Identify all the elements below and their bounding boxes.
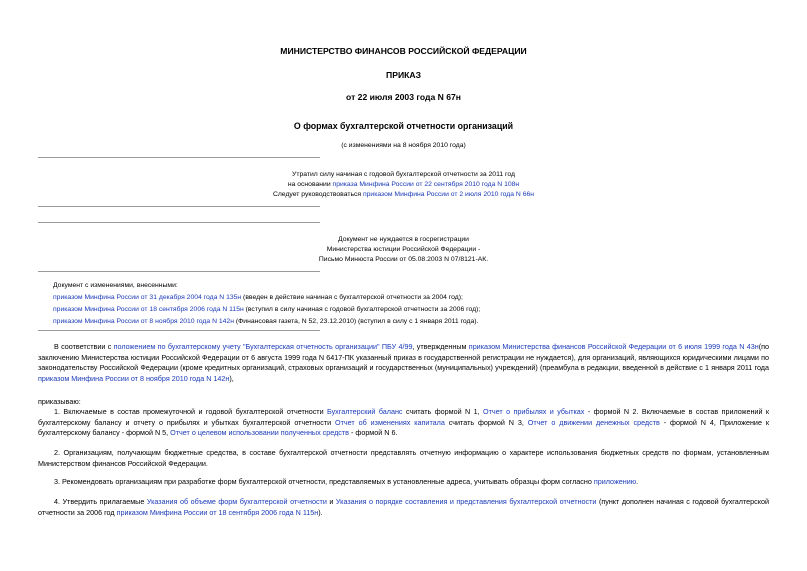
- procedure-instructions-link[interactable]: Указания о порядке составления и представления бухгалтерской отчетности: [335, 497, 597, 506]
- status-lost-force: Утратил силу начиная с годовой бухгалтерской отчетности за 2011 год: [292, 171, 515, 178]
- item-3-paragraph: [38, 477, 769, 488]
- amendment-note-2: (вступил в силу начиная с годовой бухгалтерской отчетности за 2006 год);: [243, 306, 481, 313]
- item-1-text-5: - формой N 4, Приложение к бухгалтерскому балансу - формой N 5,: [38, 417, 769, 437]
- item-1-text-4: считать формой N 3,: [444, 417, 528, 427]
- amendment-note-3: (Финансовая газета, N 52, 23.12.2010) (вступил в силу с 1 января 2011 года).: [233, 318, 479, 325]
- item-4-text-1: 4. Утвердить прилагаемые: [54, 497, 147, 506]
- ministry-heading: МИНИСТЕРСТВО ФИНАНСОВ РОССИЙСКОЙ ФЕДЕРАЦИИ: [280, 46, 527, 56]
- registration-line-2: Министерства юстиции Российской Федерации -: [326, 246, 481, 253]
- volume-instructions-link[interactable]: Указания об объеме форм бухгалтерской отчетности: [146, 497, 327, 506]
- item-4-text-2: и: [326, 497, 336, 506]
- divider: [38, 222, 320, 223]
- list-item: [53, 317, 478, 326]
- item-1-text-1: 1. Включаемые в состав промежуточной и годовой бухгалтерской отчетности: [54, 407, 328, 416]
- follow-order-link[interactable]: приказом Минфина России от 2 июля 2010 года N 66н: [362, 191, 535, 198]
- capital-changes-link[interactable]: Отчет об изменениях капитала: [335, 417, 445, 427]
- amendment-link-1[interactable]: приказом Минфина России от 31 декабря 2004 года N 135н: [53, 294, 242, 301]
- order-115n-link[interactable]: приказом Минфина России от 18 сентября 2006 года N 115н: [116, 507, 319, 517]
- item-3-text-1: 3. Рекомендовать организациям при разработке форм бухгалтерской отчетности, представляемых в установленные адреса, учитывать образцы форм согласно: [54, 477, 594, 486]
- status-follow-text: Следует руководствоваться: [272, 191, 363, 198]
- item-1-text-3: - формой N 2. Включаемые в состав приложений к бухгалтерскому балансу и отчету о прибылях и убытках бухгалтерской отчетности: [38, 407, 770, 427]
- preamble-paragraph: [38, 342, 769, 384]
- date-line: от 22 июля 2003 года N 67н: [346, 92, 461, 102]
- changes-note: (с изменениями на 8 ноября 2010 года): [341, 142, 466, 149]
- item-4-text-3: (пункт дополнен начиная с годовой бухгалтерской отчетности за 2006 год: [38, 497, 769, 517]
- status-follow: [0, 191, 807, 198]
- preamble-text-2: , утвержденным: [412, 342, 469, 351]
- order-word: приказываю:: [38, 397, 81, 406]
- registration-line-3: Письмо Минюста России от 05.08.2003 N 07/8121-АК.: [318, 256, 489, 263]
- registration-line-1: Документ не нуждается в госрегистрации: [338, 236, 469, 243]
- pbu-link[interactable]: положением по бухгалтерскому учету "Бухгалтерская отчетность организации" ПБУ 4/99: [113, 342, 413, 351]
- amendment-link-3[interactable]: приказом Минфина России от 8 ноября 2010 года N 142н: [53, 318, 234, 325]
- amendment-note-1: (введен в действие начиная с бухгалтерской отчетности за 2004 год);: [241, 294, 463, 301]
- order-43n-link[interactable]: приказом Министерства финансов Российской Федерации от 6 июля 1999 года N 43н: [468, 342, 759, 351]
- divider: [38, 330, 320, 331]
- doc-type-heading: ПРИКАЗ: [386, 70, 421, 80]
- item-1-text-6: - формой N 6.: [349, 428, 398, 437]
- appendix-link[interactable]: приложению: [593, 477, 637, 486]
- list-item: [53, 305, 480, 314]
- profit-loss-link[interactable]: Отчет о прибылях и убытках: [483, 407, 585, 416]
- item-4-paragraph: [38, 497, 769, 518]
- divider: [38, 157, 320, 158]
- preamble-text-3: (по заключению Министерства юстиции Российской Федерации от 6 августа 1999 года N 6417-ПК указанный приказ в государственной регистрации не нуждается), для организаций, являющихся юридическими лицами по законодательству Российской Федерации (кроме кредитных организаций, страховых организаций и государственных (муниципальных) учреждений) (преамбула в редакции, введенной в действие с 1 января 2011 года: [38, 342, 770, 372]
- balance-sheet-link[interactable]: Бухгалтерский баланс: [327, 407, 403, 416]
- item-1-paragraph: [38, 407, 769, 439]
- status-basis-text: на основании: [287, 181, 333, 188]
- preamble-text-4: ),: [229, 373, 234, 383]
- divider: [38, 271, 320, 272]
- order-142n-link[interactable]: приказом Минфина России от 8 ноября 2010 года N 142н: [38, 373, 230, 383]
- list-item: [53, 293, 463, 302]
- amendment-link-2[interactable]: приказом Минфина России от 18 сентября 2006 года N 115н: [53, 306, 244, 313]
- item-2-paragraph: 2. Организациям, получающим бюджетные средства, в составе бухгалтерской отчетности представлять отчетную информацию о характере использования бюджетных средств по формам, установленным Министерством финансов Российской Федерации.: [38, 448, 769, 468]
- target-use-link[interactable]: Отчет о целевом использовании полученных средств: [170, 428, 350, 437]
- preamble-text-1: В соответствии с: [54, 342, 114, 351]
- item-4-text-4: ).: [318, 507, 323, 517]
- cash-flow-link[interactable]: Отчет о движении денежных средств: [527, 417, 660, 427]
- item-3-text-2: .: [636, 477, 639, 486]
- basis-order-link[interactable]: приказа Минфина России от 22 сентября 2010 года N 108н: [332, 181, 520, 188]
- status-basis: [0, 181, 807, 188]
- divider: [38, 206, 320, 207]
- amendments-heading: Документ с изменениями, внесенными:: [53, 282, 178, 289]
- item-1-text-2: считать формой N 1,: [402, 407, 484, 416]
- page-title: О формах бухгалтерской отчетности организаций: [293, 121, 514, 131]
